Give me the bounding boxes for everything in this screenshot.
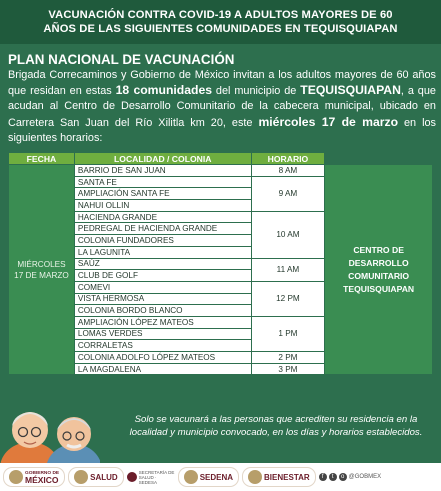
facebook-icon: f — [319, 473, 327, 481]
localidad-cell: COMEVI — [74, 281, 251, 293]
localidad-cell: NAHUI OLLIN — [74, 200, 251, 212]
plan-title: PLAN NACIONAL DE VACUNACIÓN — [8, 52, 235, 67]
localidad-cell: HACIENDA GRANDE — [74, 211, 251, 223]
instagram-icon: o — [339, 473, 347, 481]
social-handle-label: @GOBMEX — [348, 474, 382, 480]
header-blank — [325, 153, 433, 165]
salud-label: SALUD — [90, 472, 118, 482]
bienestar-seal-icon — [248, 470, 262, 484]
schedule-header-row — [9, 153, 433, 165]
gobierno-mexico-logo — [3, 467, 65, 487]
localidad-cell: BARRIO DE SAN JUAN — [74, 165, 251, 177]
sedesa-seal-icon — [127, 472, 137, 482]
twitter-icon: t — [329, 473, 337, 481]
secretaria-label: SECRETARÍA DE SALUD · SEDESA — [138, 469, 175, 485]
residency-note: Solo se vacunará a las personas que acrediten su residencia en la localidad y municipio convocado, en los días y horarios establecidos. — [129, 414, 423, 438]
header-horario: HORARIO — [251, 153, 325, 165]
bienestar-label: BIENESTAR — [264, 472, 310, 482]
footer-logos — [0, 463, 441, 491]
banner-title-line1: VACUNACIÓN CONTRA COVID-19 A ADULTOS MAYORES DE 60 — [48, 9, 393, 21]
intro-communities-count: 18 comunidades — [115, 83, 212, 98]
intro-text-4: en los siguientes horarios: — [8, 116, 436, 144]
localidad-cell: COLONIA ADOLFO LÓPEZ MATEOS — [74, 352, 251, 364]
fecha-cell: MIÉRCOLES 17 DE MARZO — [9, 165, 75, 375]
intro-section — [8, 52, 436, 146]
salud-seal-icon — [74, 470, 88, 484]
eagle-seal-icon — [9, 470, 23, 484]
salud-logo — [68, 467, 124, 487]
localidad-cell: VISTA HERMOSA — [74, 293, 251, 305]
horario-cell: 9 AM — [251, 176, 325, 211]
localidad-cell: LOMAS VERDES — [74, 328, 251, 340]
table-row — [9, 165, 433, 177]
sedesa-logo — [127, 470, 175, 485]
sedena-label: SEDENA — [199, 472, 234, 482]
mexico-label: MÉXICO — [25, 475, 59, 485]
intro-paragraph — [8, 68, 436, 146]
intro-text-2: del municipio de — [212, 85, 301, 98]
intro-text-3: , a que acudan al Centro de Desarrollo Comunitario de la cabecera municipal, ubicado en Carretera San Juan del Río Xilitla km 20, este — [8, 85, 436, 129]
localidad-cell: AMPLIACIÓN LÓPEZ MATEOS — [74, 316, 251, 328]
social-handles — [319, 473, 381, 481]
banner-header — [0, 0, 441, 44]
localidad-cell: PEDREGAL DE HACIENDA GRANDE — [74, 223, 251, 235]
localidad-cell: SANTA FE — [74, 176, 251, 188]
localidad-cell: LA LAGUNITA — [74, 246, 251, 258]
localidad-cell: LA MAGDALENA — [74, 363, 251, 375]
localidad-cell: SAÚZ — [74, 258, 251, 270]
horario-cell: 11 AM — [251, 258, 325, 281]
intro-municipality: TEQUISQUIAPAN — [300, 83, 401, 98]
banner-title-line2: AÑOS DE LAS SIGUIENTES COMUNIDADES EN TEQUISQUIAPAN — [43, 23, 398, 35]
header-localidad: LOCALIDAD / COLONIA — [74, 153, 251, 165]
header-fecha: FECHA — [9, 153, 75, 165]
intro-text-1: Brigada Correcaminos y Gobierno de México invitan a los adultos mayores de 60 años que residan en estas — [8, 69, 436, 98]
horario-cell: 2 PM — [251, 352, 325, 364]
localidad-cell: CORRALETAS — [74, 340, 251, 352]
horario-cell: 10 AM — [251, 211, 325, 258]
elderly-couple-illustration — [0, 396, 100, 464]
sede-cell: CENTRO DE DESARROLLO COMUNITARIO TEQUISQUIAPAN — [325, 165, 433, 375]
localidad-cell: COLONIA BORDO BLANCO — [74, 305, 251, 317]
horario-cell: 12 PM — [251, 281, 325, 316]
localidad-cell: CLUB DE GOLF — [74, 270, 251, 282]
localidad-cell: AMPLIACIÓN SANTA FE — [74, 188, 251, 200]
gobierno-label: GOBIERNO DE — [25, 471, 60, 476]
schedule-body — [9, 165, 433, 375]
intro-date: miércoles 17 de marzo — [258, 114, 399, 129]
schedule-table — [8, 152, 433, 375]
localidad-cell: COLONIA FUNDADORES — [74, 235, 251, 247]
horario-cell: 8 AM — [251, 165, 325, 177]
sedena-seal-icon — [184, 470, 198, 484]
horario-cell: 1 PM — [251, 316, 325, 351]
horario-cell: 3 PM — [251, 363, 325, 375]
sedena-logo — [178, 467, 239, 487]
bienestar-logo — [242, 467, 316, 487]
